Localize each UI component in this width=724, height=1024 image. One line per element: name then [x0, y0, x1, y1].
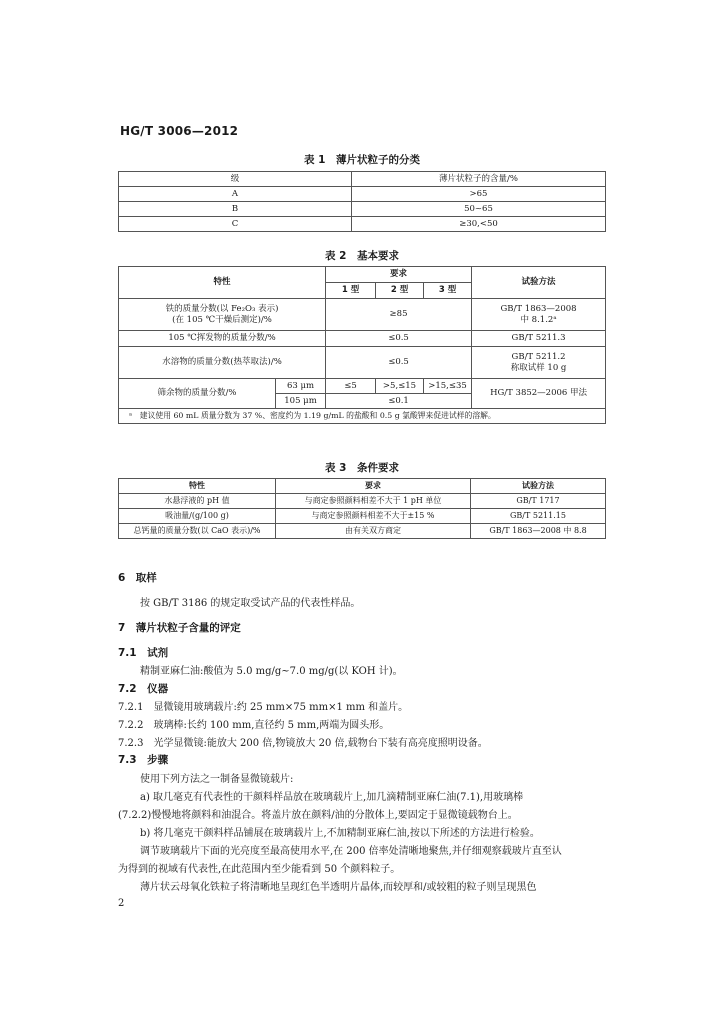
table3-header-requirement: 要求	[276, 479, 471, 494]
table2-caption: 表 2 基本要求	[325, 250, 399, 262]
property-cell	[119, 299, 326, 331]
grade-cell: C	[119, 217, 352, 232]
method-cell: GB/T 5211.3	[472, 331, 606, 347]
section-7-3-paragraph-cont: 为得到的视域有代表性,在此范围内至少能看到 50 个颜料粒子。	[118, 864, 401, 875]
method-line: 中 8.1.2ᵃ	[520, 314, 557, 325]
property-cell: 水溶物的质量分数(热萃取法)/%	[119, 347, 326, 379]
section-7-3-title: 7.3 步骤	[118, 754, 169, 766]
section-6-text: 按 GB/T 3186 的规定取受试产品的代表性样品。	[140, 598, 361, 609]
section-7-2-title: 7.2 仪器	[118, 683, 169, 695]
table2	[118, 266, 606, 424]
table-row	[119, 494, 606, 509]
table2-header-row	[119, 267, 606, 283]
requirement-cell: >15,≤35	[424, 379, 472, 394]
method-cell	[472, 299, 606, 331]
table-row	[119, 379, 606, 394]
property-cell: 水悬浮液的 pH 值	[119, 494, 276, 509]
table3-header-row	[119, 479, 606, 494]
sieve-size-cell: 63 μm	[276, 379, 326, 394]
sieve-size-cell: 105 μm	[276, 394, 326, 409]
section-7-3-intro: 使用下列方法之一制备显微镜载片:	[140, 774, 294, 785]
requirement-cell: >5,≤15	[376, 379, 424, 394]
table2-header-type3: 3 型	[424, 283, 472, 299]
section-7-2-1: 7.2.1 显微镜用玻璃载片:约 25 mm×75 mm×1 mm 和盖片。	[118, 702, 409, 713]
method-cell: GB/T 5211.15	[471, 509, 606, 524]
requirement-cell: ≤0.5	[326, 331, 472, 347]
property-line: 铁的质量分数(以 Fe₂O₃ 表示)	[165, 303, 279, 314]
requirement-cell: ≤0.1	[326, 394, 472, 409]
section-7-3-paragraph-2: 薄片状云母氧化铁粒子将清晰地呈现红色半透明片晶体,而较厚和/或较粗的粒子则呈现黑色	[140, 882, 537, 893]
method-cell: GB/T 1863—2008 中 8.8	[471, 524, 606, 539]
table2-header-type2: 2 型	[376, 283, 424, 299]
table-row	[119, 524, 606, 539]
property-cell: 105 ℃挥发物的质量分数/%	[119, 331, 326, 347]
method-cell: GB/T 1717	[471, 494, 606, 509]
table1-caption: 表 1 薄片状粒子的分类	[304, 154, 420, 166]
page-number: 2	[118, 898, 125, 909]
method-line: GB/T 1863—2008	[500, 303, 577, 314]
section-7-3-item-b: b) 将几毫克干颜料样品铺展在玻璃载片上,不加精制亚麻仁油,按以下所述的方法进行检验。	[140, 828, 540, 839]
requirement-cell: ≤5	[326, 379, 376, 394]
table-row	[119, 202, 606, 217]
section-7-1-text: 精制亚麻仁油:酸值为 5.0 mg/g~7.0 mg/g(以 KOH 计)。	[140, 666, 403, 677]
value-cell: >65	[352, 187, 606, 202]
requirement-cell: 与商定参照颜料相差不大于 1 pH 单位	[276, 494, 471, 509]
section-7-title: 7 薄片状粒子含量的评定	[118, 622, 241, 634]
table-row	[119, 187, 606, 202]
table-row	[119, 347, 606, 379]
method-line: GB/T 5211.2	[511, 351, 566, 362]
table2-header-property: 特性	[119, 267, 326, 299]
table2-footnote: ᵃ 建议使用 60 mL 质量分数为 37 %、密度约为 1.19 g/mL 的盐酸和 0.5 g 氯酸钾来促进试样的溶解。	[119, 409, 606, 424]
table-row	[119, 509, 606, 524]
section-7-3-item-a-cont: (7.2.2)慢慢地将颜料和油混合。将盖片放在颜料/油的分散体上,要固定于显微镜载物台上。	[118, 810, 518, 821]
table1-header-grade: 级	[119, 172, 352, 187]
method-line: 称取试样 10 g	[510, 362, 567, 373]
table2-header-requirement: 要求	[326, 267, 472, 283]
table3-header-method: 试验方法	[471, 479, 606, 494]
grade-cell: B	[119, 202, 352, 217]
table1	[118, 171, 606, 232]
table3	[118, 478, 606, 539]
table-row	[119, 217, 606, 232]
table3-header-property: 特性	[119, 479, 276, 494]
method-cell	[472, 347, 606, 379]
table2-header-type1: 1 型	[326, 283, 376, 299]
property-cell: 总钙量的质量分数(以 CaO 表示)/%	[119, 524, 276, 539]
property-cell: 筛余物的质量分数/%	[119, 379, 276, 409]
table3-caption: 表 3 条件要求	[325, 462, 399, 474]
table2-note-row	[119, 409, 606, 424]
value-cell: ≥30,<50	[352, 217, 606, 232]
section-6-title: 6 取样	[118, 572, 157, 584]
section-7-2-2: 7.2.2 玻璃棒:长约 100 mm,直径约 5 mm,两端为圆头形。	[118, 720, 390, 731]
method-cell: HG/T 3852—2006 甲法	[472, 379, 606, 409]
table1-header-content: 薄片状粒子的含量/%	[352, 172, 606, 187]
requirement-cell: 由有关双方商定	[276, 524, 471, 539]
property-cell: 吸油量/(g/100 g)	[119, 509, 276, 524]
grade-cell: A	[119, 187, 352, 202]
section-7-1-title: 7.1 试剂	[118, 647, 169, 659]
standard-code: HG/T 3006—2012	[120, 124, 239, 138]
requirement-cell: 与商定参照颜料相差不大于±15 %	[276, 509, 471, 524]
section-7-3-paragraph: 调节玻璃载片下面的光亮度至最高使用水平,在 200 倍率处清晰地聚焦,并仔细观察载玻片直至认	[140, 846, 562, 857]
table-row	[119, 299, 606, 331]
property-line: (在 105 ℃干燥后测定)/%	[172, 314, 272, 325]
table1-header-row	[119, 172, 606, 187]
requirement-cell: ≥85	[326, 299, 472, 331]
table-row	[119, 331, 606, 347]
table2-header-method: 试验方法	[472, 267, 606, 299]
section-7-2-3: 7.2.3 光学显微镜:能放大 200 倍,物镜放大 20 倍,载物台下装有高亮度照明设备。	[118, 738, 488, 749]
section-7-3-item-a: a) 取几毫克有代表性的干颜料样品放在玻璃载片上,加几滴精制亚麻仁油(7.1),用玻璃棒	[140, 792, 524, 803]
requirement-cell: ≤0.5	[326, 347, 472, 379]
value-cell: 50~65	[352, 202, 606, 217]
